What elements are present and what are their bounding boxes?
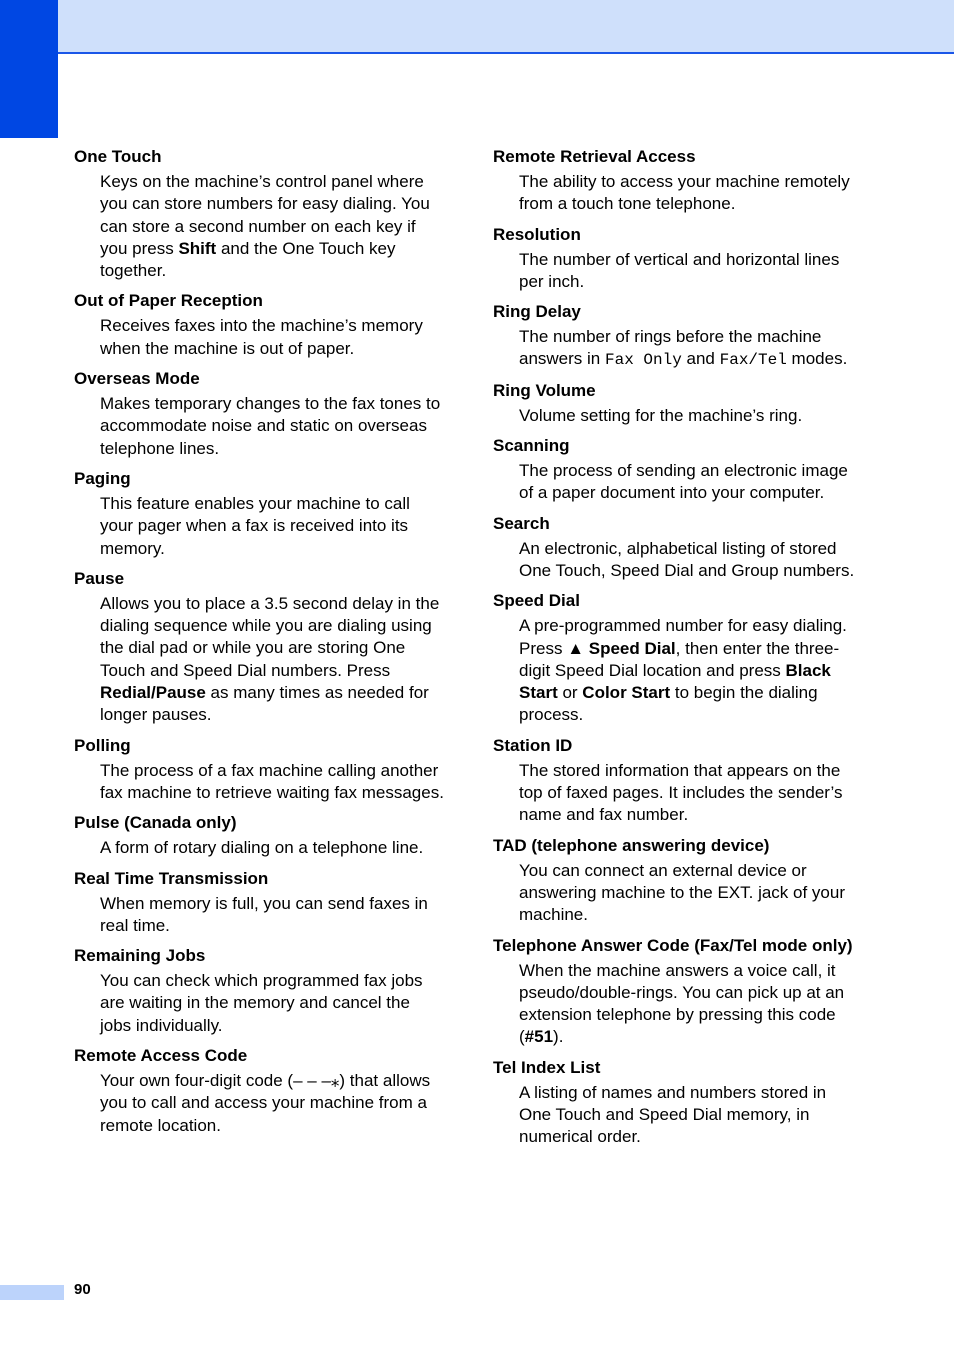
footer-bar [0,1285,64,1300]
glossary-entry [74,1045,444,1137]
glossary-definition [519,760,861,827]
glossary-entry [493,224,861,294]
definition-text: Allows you to place a 3.5 second delay in the dialing sequence while you are dialing using the dial pad or while you are storing One Touch and Speed Dial numbers. Press [100,593,440,680]
definition-emphasis: #51 [524,1027,554,1047]
glossary-definition [100,315,444,360]
glossary-definition [100,760,444,805]
glossary-term: Station ID [493,735,573,755]
definition-lcd-text: Fax Only [604,351,682,370]
glossary-entry [74,146,444,282]
glossary-term: Remote Retrieval Access [493,147,696,166]
glossary-definition [519,538,861,583]
glossary-term: Scanning [493,436,570,456]
glossary-term: Ring Volume [493,380,596,400]
glossary-term: Ring Delay [493,302,581,322]
definition-text: A listing of names and numbers stored in One Touch and Speed Dial memory, in numerical order. [519,1082,827,1147]
glossary-entry [493,1057,861,1149]
definition-text: and [681,349,720,369]
glossary-definition [100,171,444,282]
glossary-entry [74,290,444,360]
definition-text: The number of vertical and horizontal lines per inch. [519,249,840,291]
definition-text: ). [553,1027,564,1047]
definition-text: The process of sending an electronic image of a paper document into your computer. [519,461,848,503]
glossary-entry [493,435,861,505]
definition-text: This feature enables your machine to call your pager when a fax is received into its memory. [100,493,410,558]
definition-emphasis: Color Start [582,683,671,703]
glossary-term: Polling [74,735,131,755]
glossary-definition [519,1082,861,1149]
glossary-term: Pulse (Canada only) [74,813,237,833]
glossary-term: Pause [74,568,125,588]
glossary-entry [74,735,444,805]
definition-lcd-text: Fax/Tel [719,351,787,370]
glossary-term: Tel Index List [493,1057,601,1077]
definition-text: You can check which programmed fax jobs are waiting in the memory and cancel the jobs individually. [100,971,423,1035]
glossary-definition [519,249,861,294]
glossary-term: Out of Paper Reception [74,291,263,311]
definition-text: or [557,683,583,703]
glossary-entry [74,945,444,1037]
definition-text: The process of a fax machine calling another fax machine to retrieve waiting fax messages. [100,760,444,802]
definition-text: Your own four-digit code (– – –⁎) that allows you to call and access your machine from a remote location. [100,1071,431,1135]
glossary-definition [519,326,861,372]
definition-text: When memory is full, you can send faxes in real time. [100,893,428,935]
glossary-right-column [493,146,861,1157]
glossary-term: Remaining Jobs [74,946,206,966]
glossary-definition [519,615,861,726]
definition-text: Volume setting for the machine’s ring. [519,405,803,425]
definition-text: Makes temporary changes to the fax tones to accommodate noise and static on overseas telephone lines. [100,394,441,458]
glossary-entry [74,568,444,727]
glossary-entry [74,868,444,938]
glossary-entry [74,368,444,460]
glossary-definition [100,593,444,727]
glossary-term: Resolution [493,224,581,244]
chapter-side-tab [0,0,58,138]
glossary-definition [100,393,444,460]
definition-text: When the machine answers a voice call, it pseudo/double-rings. You can pick up at an extension telephone by pressing this code ( [519,960,845,1047]
glossary-term: Real Time Transmission [74,868,269,888]
definition-emphasis: Redial/Pause [100,683,206,703]
definition-text: Keys on the machine’s control panel where you can store numbers for easy dialing. You can store a second number on each key if you press [100,172,430,258]
glossary-term: Remote Access Code [74,1046,248,1066]
definition-emphasis: Black Start [519,660,831,703]
glossary-entry [74,812,444,859]
glossary-definition [100,893,444,938]
glossary-definition [519,860,861,927]
glossary-definition [100,970,444,1037]
glossary-entry [493,146,861,216]
glossary-definition [519,960,861,1049]
definition-emphasis: ▲ Speed Dial [567,638,676,658]
glossary-term: Search [493,513,550,533]
glossary-definition [519,171,861,216]
glossary-definition [519,460,861,505]
definition-text: , then enter the three-digit Speed Dial location and press [519,638,840,680]
definition-text: modes. [786,349,848,369]
page-number: 90 [74,1281,91,1298]
definition-text: A pre-programmed number for easy dialing. Press [519,616,847,658]
glossary-term: Paging [74,468,131,488]
definition-text: An electronic, alphabetical listing of stored One Touch, Speed Dial and Group numbers. [519,538,855,580]
glossary-entry [74,468,444,560]
definition-text: The stored information that appears on the top of faxed pages. It includes the sender’s name and fax number. [519,760,843,825]
definition-text: You can connect an external device or answering machine to the EXT. jack of your machine. [519,860,845,925]
definition-emphasis: Shift [178,238,217,258]
glossary-entry [493,380,861,427]
glossary-entry [493,301,861,372]
glossary-definition [100,1070,444,1137]
glossary-term: Overseas Mode [74,369,200,389]
glossary-definition [519,405,861,427]
glossary-term: Speed Dial [493,591,580,611]
glossary-term: One Touch [74,147,162,166]
glossary-term: TAD (telephone answering device) [493,835,770,855]
definition-text: The number of rings before the machine answers in [519,327,822,369]
definition-text: to begin the dialing process. [519,683,818,725]
glossary-entry [493,590,861,726]
definition-text: and the One Touch key together. [100,238,396,281]
glossary-definition [100,493,444,560]
definition-text: as many times as needed for longer pauses. [100,683,429,725]
glossary-entry [493,735,861,827]
definition-text: Receives faxes into the machine’s memory when the machine is out of paper. [100,316,423,358]
glossary-entry [493,935,861,1049]
glossary-entry [493,513,861,583]
definition-text: The ability to access your machine remotely from a touch tone telephone. [519,172,850,214]
glossary-definition [100,837,444,859]
header-band [0,0,954,54]
definition-text: A form of rotary dialing on a telephone line. [100,838,424,858]
glossary-term: Telephone Answer Code (Fax/Tel mode only) [493,935,853,955]
glossary-left-column [74,146,444,1145]
glossary-entry [493,835,861,927]
